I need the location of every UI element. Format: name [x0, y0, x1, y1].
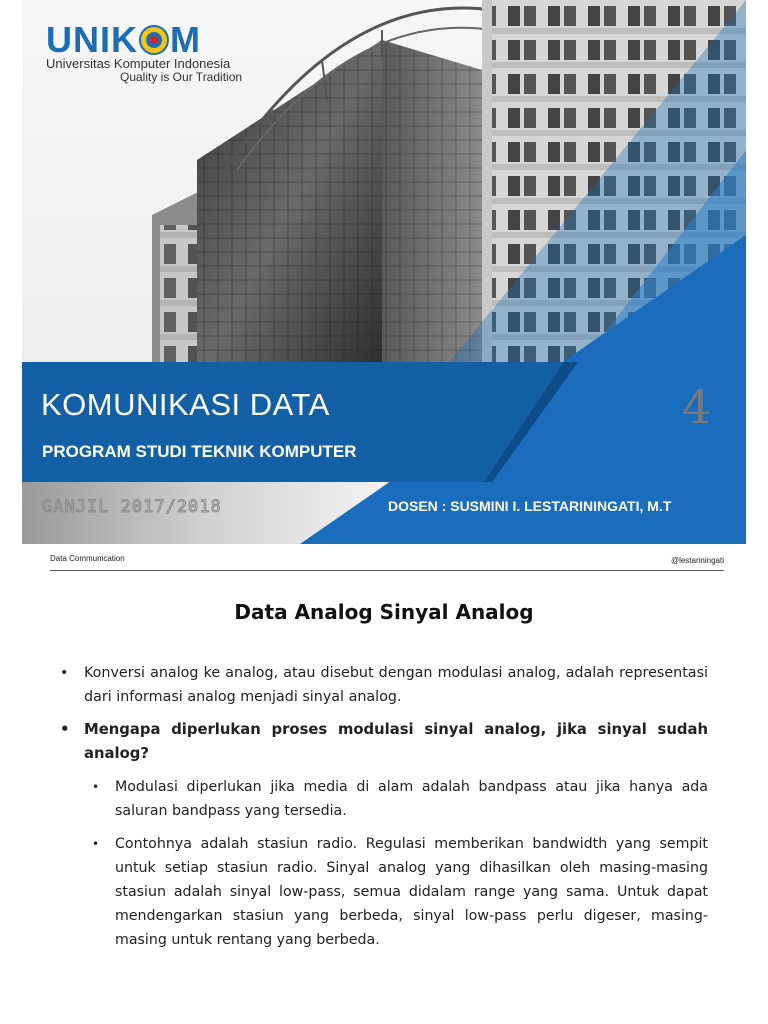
logo-wordmark	[46, 19, 201, 61]
cover-slide	[22, 0, 746, 544]
bullet-list	[60, 661, 708, 961]
slide-title: Data Analog Sinyal Analog	[234, 600, 534, 624]
bullet-dot: •	[92, 837, 100, 851]
logo-word-pre: UNIK	[46, 19, 138, 61]
list-item-text: Mengapa diperlukan proses modulasi sinyal analog, jika sinyal sudah analog?	[84, 721, 708, 762]
bullet-dot: •	[92, 780, 100, 794]
university-seal-icon	[139, 25, 169, 55]
header-course: Data Communication	[50, 554, 125, 563]
bullet-dot: •	[60, 665, 69, 681]
header-author: @lestariningati	[670, 556, 724, 565]
logo-university-name: Universitas Komputer Indonesia	[46, 56, 231, 71]
list-item	[60, 718, 708, 766]
logo-word-post: M	[170, 19, 201, 61]
course-title: KOMUNIKASI DATA	[41, 387, 330, 422]
program-subtitle: PROGRAM STUDI TEKNIK KOMPUTER	[42, 442, 357, 461]
logo-tagline: Quality is Our Tradition	[120, 70, 243, 84]
sub-list-item	[92, 775, 708, 823]
list-item-text: Modulasi diperlukan jika media di alam adalah bandpass atau jika hanya ada saluran bandpass yang tersedia.	[115, 779, 708, 819]
list-item-text: Contohnya adalah stasiun radio. Regulasi memberikan bandwidth yang sempit untuk setiap stasiun radio. Sinyal analog yang dihasilkan oleh masing-masing stasiun adalah sinyal low-pass, semua didalam range yang sama. Untuk dapat mendengarkan stasiun yang berbeda, sinyal low-pass perlu digeser, masing-masing untuk rentang yang berbeda.	[115, 836, 708, 948]
semester-label: GANJIL 2017/2018	[42, 497, 222, 517]
list-item-text: Konversi analog ke analog, atau disebut dengan modulasi analog, adalah representasi dari informasi analog menjadi sinyal analog.	[84, 665, 708, 705]
list-item	[60, 661, 708, 709]
sub-list-item	[92, 832, 708, 952]
content-slide	[22, 548, 746, 1018]
chapter-number: 4	[682, 380, 712, 434]
lecturer-name: DOSEN : SUSMINI I. LESTARININGATI, M.T	[388, 498, 672, 514]
bullet-dot: •	[60, 721, 70, 738]
header-divider	[50, 570, 724, 571]
unikom-logo	[46, 20, 286, 90]
